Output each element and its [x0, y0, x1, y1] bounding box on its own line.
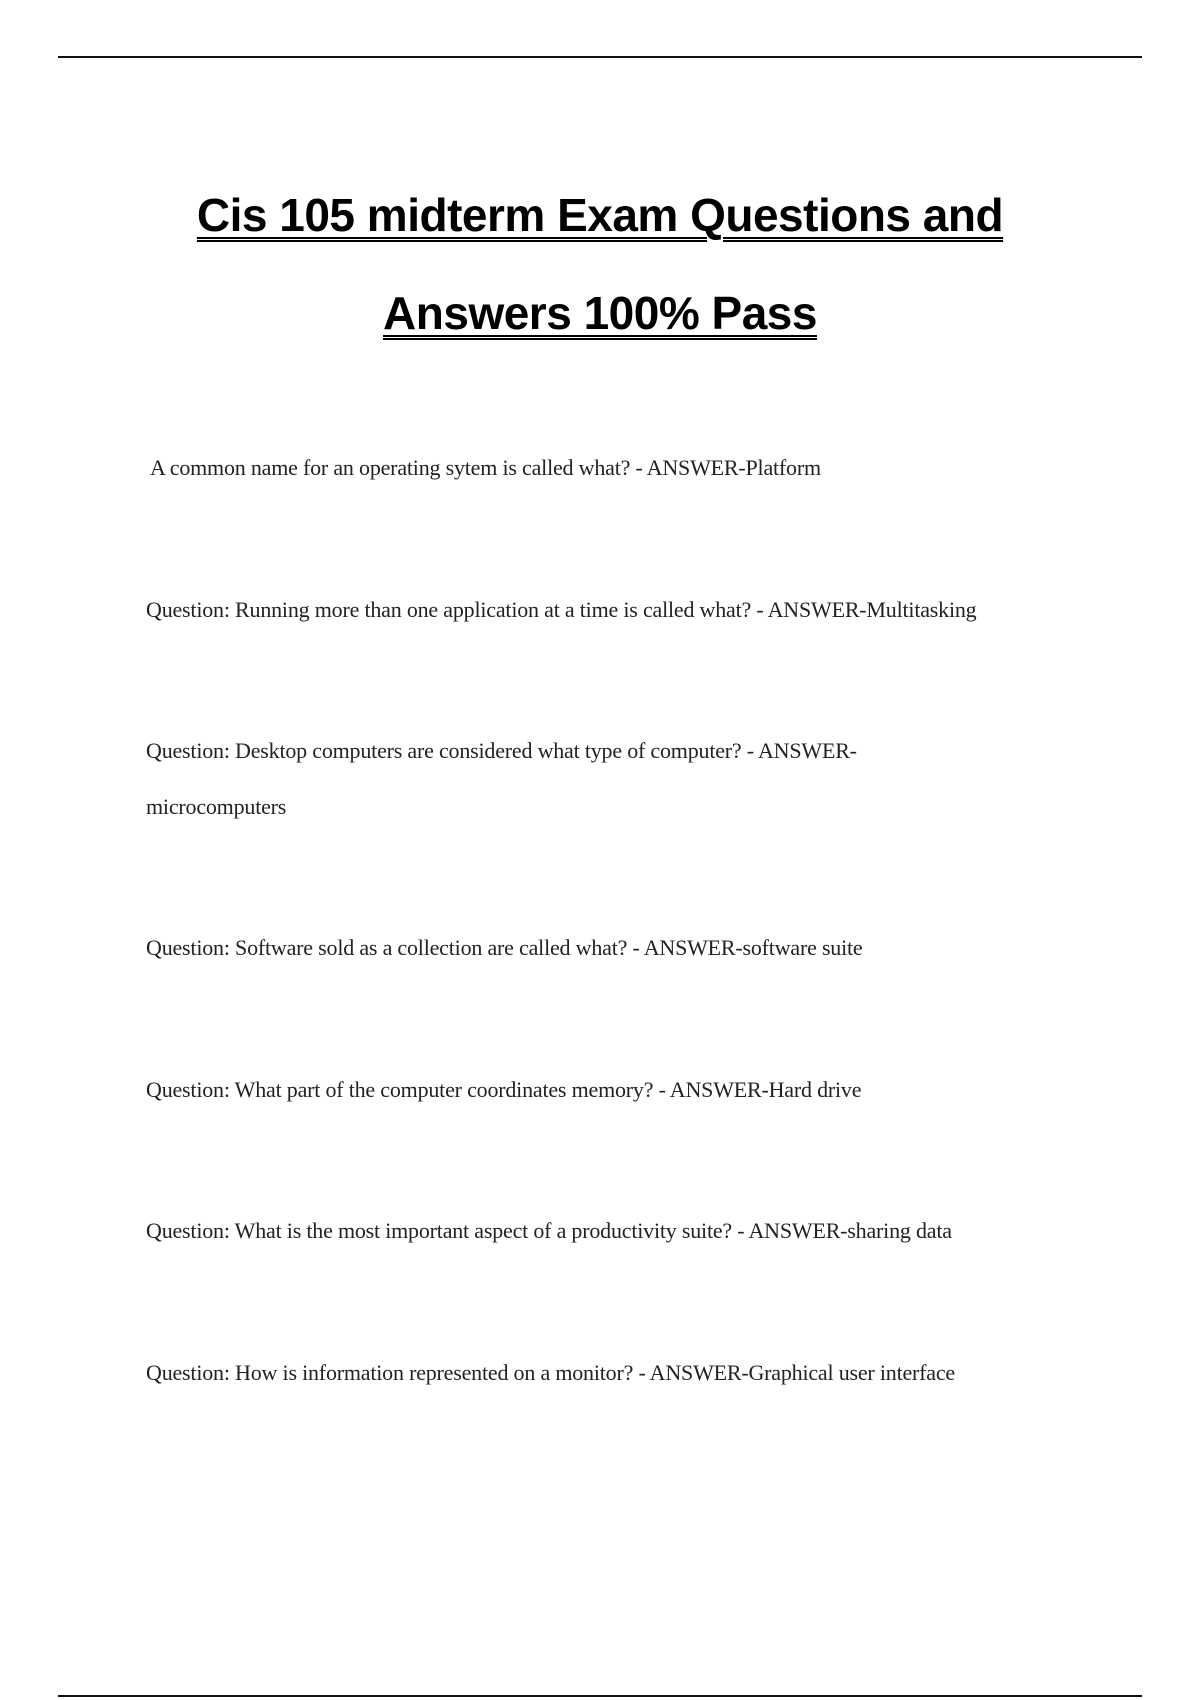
qa-entry-1: A common name for an operating sytem is called what? - ANSWER-Platform	[150, 455, 821, 480]
qa-entry-6: Question: What is the most important aspect of a productivity suite? - ANSWER-sharing data	[146, 1218, 952, 1243]
page-title-line-2	[0, 286, 1200, 340]
qa-entry-5: Question: What part of the computer coordinates memory? - ANSWER-Hard drive	[146, 1077, 862, 1102]
top-rule	[58, 56, 1142, 58]
bottom-rule	[58, 1695, 1142, 1697]
page-title-line-1	[0, 188, 1200, 242]
qa-entry-7: Question: How is information represented on a monitor? - ANSWER-Graphical user interface	[146, 1360, 955, 1385]
qa-entry-4: Question: Software sold as a collection are called what? - ANSWER-software suite	[146, 935, 863, 960]
page-title-text-2: Answers 100% Pass	[383, 287, 817, 339]
page-title-text-1: Cis 105 midterm Exam Questions and	[196, 189, 1004, 241]
qa-entry-2: Question: Running more than one application at a time is called what? - ANSWER-Multitasking	[146, 597, 977, 622]
qa-entry-3: Question: Desktop computers are considered what type of computer? - ANSWER-microcomputers	[146, 738, 857, 819]
